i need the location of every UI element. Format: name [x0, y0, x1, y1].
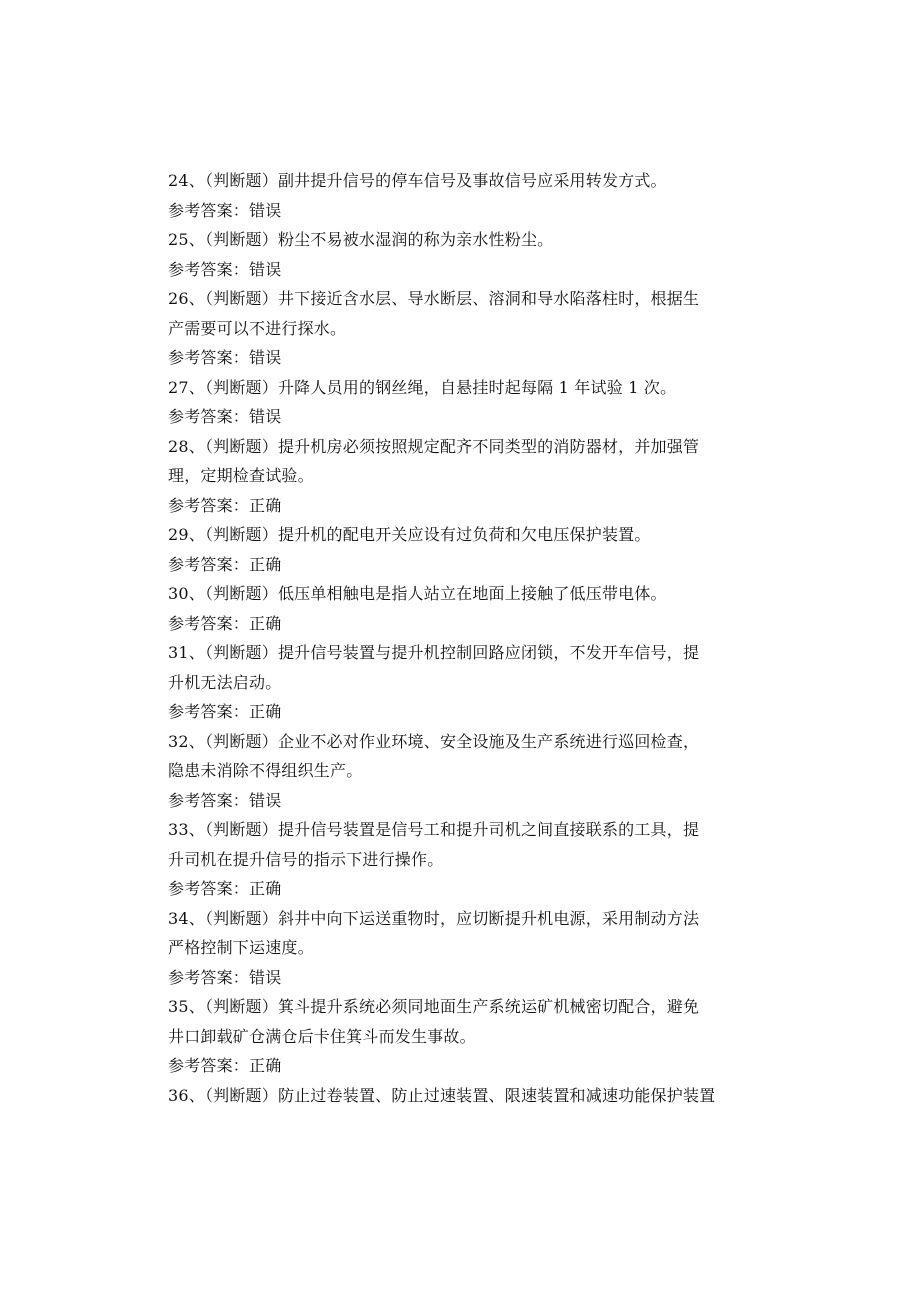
question-26-text: 26、（判断题）井下接近含水层、导水断层、溶洞和导水陷落柱时，根据生 — [168, 289, 700, 308]
answer-29: 参考答案：正确 — [168, 554, 282, 574]
answer-31: 参考答案：正确 — [168, 702, 282, 721]
question-29-text: 29、（判断题）提升机的配电开关应设有过负荷和欠电压保护装置。 — [168, 525, 651, 544]
question-34-text: 34、（判断题）斜井中向下运送重物时，应切断提升机电源，采用制动方法 — [168, 908, 700, 928]
question-27-text: 27、（判断题）升降人员用的钢丝绳，自悬挂时起每隔 1 年试验 1 次。 — [168, 377, 677, 397]
answer-34: 参考答案：错误 — [168, 967, 282, 987]
question-25-text: 25、（判断题）粉尘不易被水湿润的称为亲水性粉尘。 — [168, 230, 554, 249]
answer-24: 参考答案：错误 — [168, 200, 282, 220]
question-36-text: 36、（判断题）防止过卷装置、防止过速装置、限速装置和减速功能保护装置 — [168, 1085, 716, 1105]
answer-25: 参考答案：错误 — [168, 259, 282, 279]
answer-28: 参考答案：正确 — [168, 495, 282, 515]
answer-27: 参考答案：错误 — [168, 407, 282, 426]
question-28-text-cont: 理，定期检查试验。 — [168, 466, 314, 485]
answer-30: 参考答案：正确 — [168, 613, 282, 633]
question-34-text-cont: 严格控制下运速度。 — [168, 938, 314, 957]
question-33-text: 33、（判断题）提升信号装置是信号工和提升司机之间直接联系的工具，提 — [168, 820, 700, 839]
question-26-text-cont: 产需要可以不进行探水。 — [168, 318, 347, 338]
question-30-text: 30、（判断题）低压单相触电是指人站立在地面上接触了低压带电体。 — [168, 584, 667, 603]
question-28-text: 28、（判断题）提升机房必须按照规定配齐不同类型的消防器材，并加强管 — [168, 436, 700, 456]
answer-35: 参考答案：正确 — [168, 1056, 282, 1075]
question-32-text: 32、（判断题）企业不必对作业环境、安全设施及生产系统进行巡回检查， — [168, 731, 700, 751]
question-24-text: 24、（判断题）副井提升信号的停车信号及事故信号应采用转发方式。 — [168, 171, 667, 190]
answer-26: 参考答案：错误 — [168, 348, 282, 367]
question-35-text: 35、（判断题）箕斗提升系统必须同地面生产系统运矿机械密切配合，避免 — [168, 997, 700, 1016]
answer-32: 参考答案：错误 — [168, 790, 282, 810]
question-31-text: 31、（判断题）提升信号装置与提升机控制回路应闭锁，不发开车信号，提 — [168, 643, 700, 662]
document-page — [168, 166, 746, 1110]
question-35-text-cont: 井口卸载矿仓满仓后卡住箕斗而发生事故。 — [168, 1026, 476, 1046]
question-31-text-cont: 升机无法启动。 — [168, 672, 282, 692]
question-32-text-cont: 隐患未消除不得组织生产。 — [168, 761, 363, 780]
answer-33: 参考答案：正确 — [168, 879, 282, 898]
question-33-text-cont: 升司机在提升信号的指示下进行操作。 — [168, 849, 444, 869]
